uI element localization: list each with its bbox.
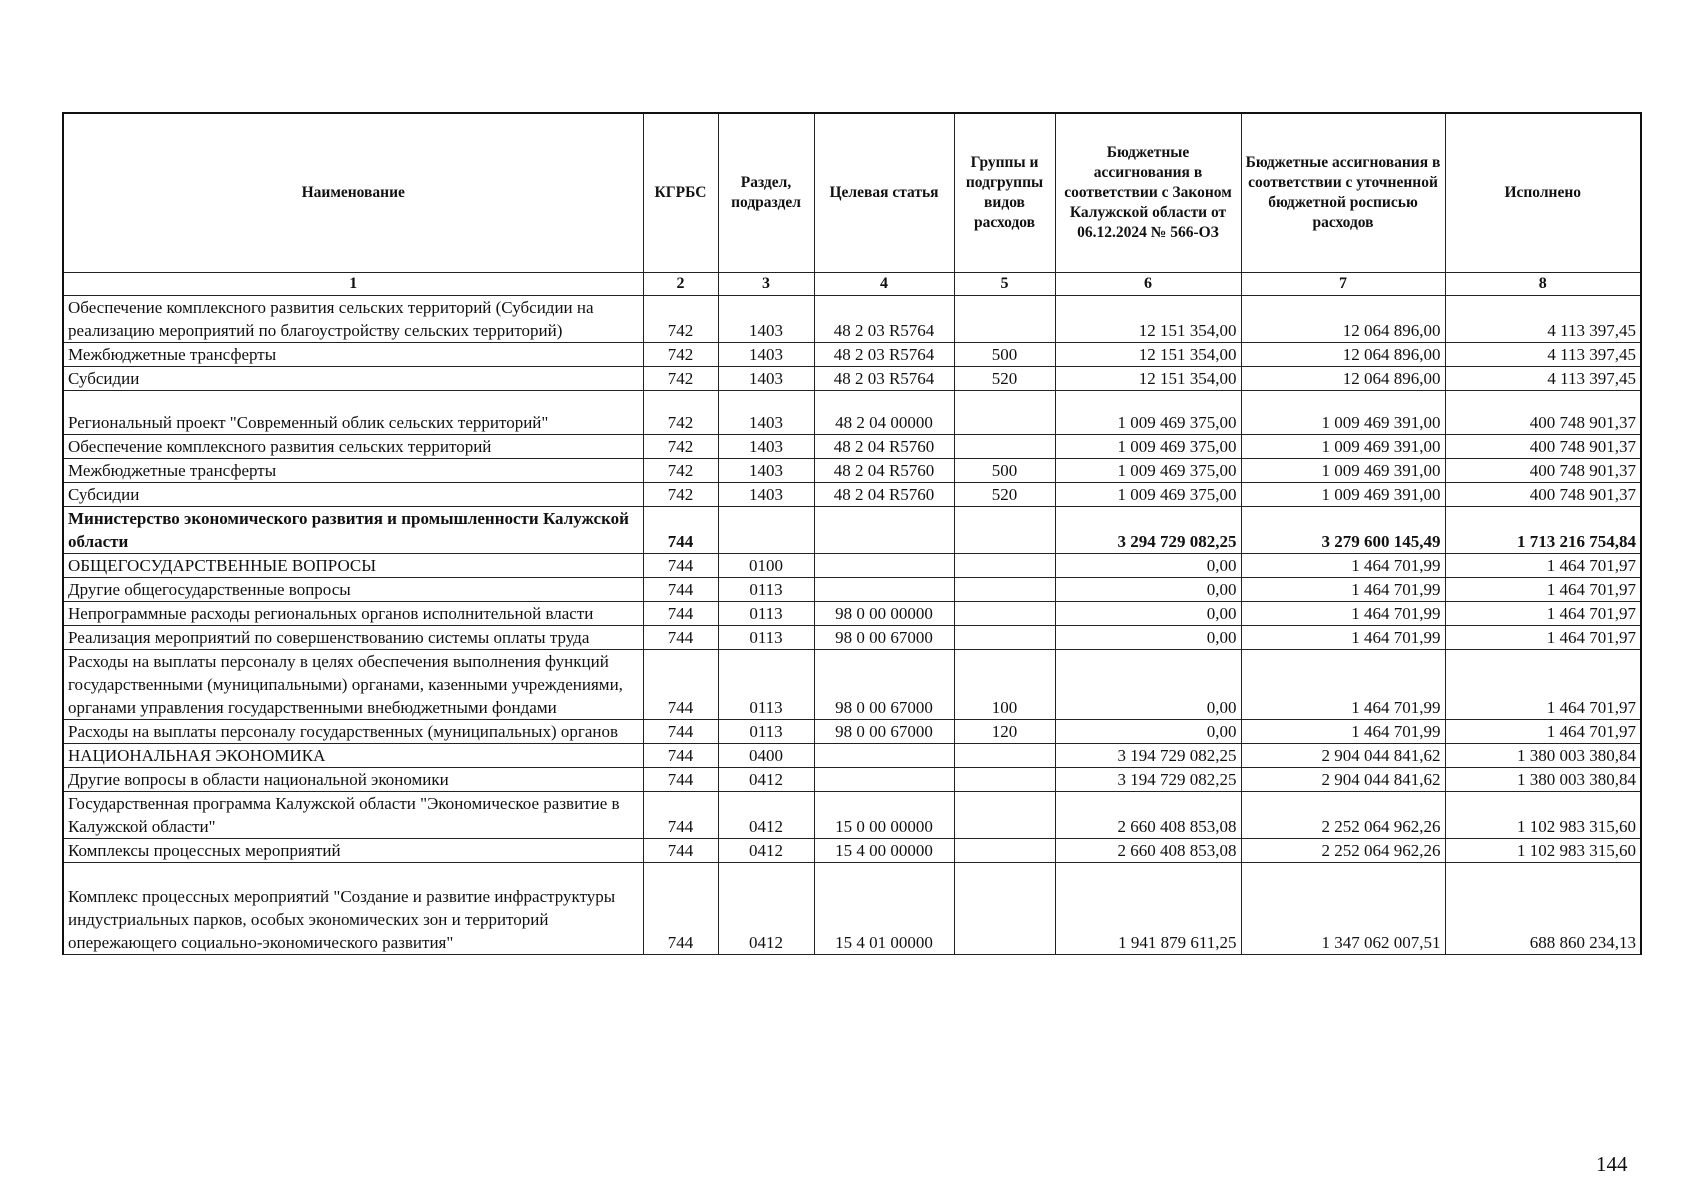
table-row bbox=[63, 343, 1641, 367]
row-section: 1403 bbox=[718, 435, 814, 459]
row-kgrbs: 744 bbox=[643, 744, 718, 768]
row-name: Обеспечение комплексного развития сельских территорий (Субсидии на реализацию мероприятий по благоустройству сельских территорий) bbox=[63, 296, 643, 343]
row-target: 98 0 00 00000 bbox=[814, 602, 954, 626]
column-number: 3 bbox=[718, 273, 814, 296]
row-law-amount: 2 660 408 853,08 bbox=[1055, 839, 1241, 863]
table-row bbox=[63, 296, 1641, 343]
header-law: Бюджетные ассигнования в соответствии с Законом Калужской области от 06.12.2024 № 566-ОЗ bbox=[1055, 113, 1241, 273]
row-group: 520 bbox=[954, 367, 1055, 391]
row-kgrbs: 744 bbox=[643, 863, 718, 955]
row-executed-amount: 400 748 901,37 bbox=[1445, 435, 1641, 459]
header-section: Раздел, подраздел bbox=[718, 113, 814, 273]
row-kgrbs: 742 bbox=[643, 459, 718, 483]
row-kgrbs: 742 bbox=[643, 296, 718, 343]
header-kgrbs: КГРБС bbox=[643, 113, 718, 273]
row-group: 120 bbox=[954, 720, 1055, 744]
row-target bbox=[814, 768, 954, 792]
row-target: 98 0 00 67000 bbox=[814, 720, 954, 744]
row-law-amount: 1 009 469 375,00 bbox=[1055, 483, 1241, 507]
table-row bbox=[63, 768, 1641, 792]
row-name: Министерство экономического развития и промышленности Калужской области bbox=[63, 507, 643, 554]
table-row bbox=[63, 744, 1641, 768]
row-law-amount: 3 194 729 082,25 bbox=[1055, 744, 1241, 768]
row-law-amount: 0,00 bbox=[1055, 578, 1241, 602]
table-row bbox=[63, 626, 1641, 650]
table-row bbox=[63, 554, 1641, 578]
row-group bbox=[954, 296, 1055, 343]
column-number: 1 bbox=[63, 273, 643, 296]
row-refined-amount: 1 464 701,99 bbox=[1241, 578, 1445, 602]
row-refined-amount: 12 064 896,00 bbox=[1241, 367, 1445, 391]
column-number: 5 bbox=[954, 273, 1055, 296]
row-name: Реализация мероприятий по совершенствованию системы оплаты труда bbox=[63, 626, 643, 650]
header-refined: Бюджетные ассигнования в соответствии с уточненной бюджетной росписью расходов bbox=[1241, 113, 1445, 273]
row-refined-amount: 2 252 064 962,26 bbox=[1241, 792, 1445, 839]
row-group bbox=[954, 863, 1055, 955]
column-number-row bbox=[63, 273, 1641, 296]
row-executed-amount: 400 748 901,37 bbox=[1445, 391, 1641, 435]
row-kgrbs: 744 bbox=[643, 650, 718, 720]
row-executed-amount: 400 748 901,37 bbox=[1445, 483, 1641, 507]
row-law-amount: 2 660 408 853,08 bbox=[1055, 792, 1241, 839]
row-law-amount: 3 194 729 082,25 bbox=[1055, 768, 1241, 792]
row-refined-amount: 1 347 062 007,51 bbox=[1241, 863, 1445, 955]
row-group: 500 bbox=[954, 459, 1055, 483]
table-row bbox=[63, 507, 1641, 554]
row-kgrbs: 744 bbox=[643, 602, 718, 626]
row-executed-amount: 1 464 701,97 bbox=[1445, 578, 1641, 602]
row-name: Расходы на выплаты персоналу государственных (муниципальных) органов bbox=[63, 720, 643, 744]
row-executed-amount: 4 113 397,45 bbox=[1445, 367, 1641, 391]
table-row bbox=[63, 483, 1641, 507]
row-refined-amount: 2 252 064 962,26 bbox=[1241, 839, 1445, 863]
row-section: 0113 bbox=[718, 602, 814, 626]
page-number: 144 bbox=[1596, 1152, 1628, 1176]
row-group bbox=[954, 602, 1055, 626]
table-row bbox=[63, 863, 1641, 955]
row-law-amount: 12 151 354,00 bbox=[1055, 367, 1241, 391]
row-section: 1403 bbox=[718, 483, 814, 507]
table-row bbox=[63, 367, 1641, 391]
row-kgrbs: 742 bbox=[643, 483, 718, 507]
row-refined-amount: 1 464 701,99 bbox=[1241, 554, 1445, 578]
row-name: Непрограммные расходы региональных органов исполнительной власти bbox=[63, 602, 643, 626]
row-executed-amount: 1 102 983 315,60 bbox=[1445, 839, 1641, 863]
column-number: 8 bbox=[1445, 273, 1641, 296]
row-target bbox=[814, 554, 954, 578]
row-group bbox=[954, 626, 1055, 650]
row-name: Межбюджетные трансферты bbox=[63, 343, 643, 367]
row-executed-amount: 1 464 701,97 bbox=[1445, 554, 1641, 578]
row-name: Комплекс процессных мероприятий "Создание и развитие инфраструктуры индустриальных парков, особых экономических зон и территорий опережающего социально-экономического развития" bbox=[63, 863, 643, 955]
row-target bbox=[814, 744, 954, 768]
row-law-amount: 1 941 879 611,25 bbox=[1055, 863, 1241, 955]
column-number: 6 bbox=[1055, 273, 1241, 296]
row-kgrbs: 744 bbox=[643, 578, 718, 602]
row-section: 0412 bbox=[718, 839, 814, 863]
row-target: 15 0 00 00000 bbox=[814, 792, 954, 839]
table-row bbox=[63, 578, 1641, 602]
row-section: 0412 bbox=[718, 792, 814, 839]
row-name: Государственная программа Калужской области "Экономическое развитие в Калужской области" bbox=[63, 792, 643, 839]
row-executed-amount: 1 102 983 315,60 bbox=[1445, 792, 1641, 839]
row-group bbox=[954, 839, 1055, 863]
row-name: ОБЩЕГОСУДАРСТВЕННЫЕ ВОПРОСЫ bbox=[63, 554, 643, 578]
column-number: 2 bbox=[643, 273, 718, 296]
table-row bbox=[63, 459, 1641, 483]
row-name: Субсидии bbox=[63, 483, 643, 507]
row-target bbox=[814, 507, 954, 554]
row-executed-amount: 4 113 397,45 bbox=[1445, 343, 1641, 367]
row-group bbox=[954, 768, 1055, 792]
row-executed-amount: 1 713 216 754,84 bbox=[1445, 507, 1641, 554]
row-refined-amount: 1 009 469 391,00 bbox=[1241, 391, 1445, 435]
row-target: 48 2 04 R5760 bbox=[814, 435, 954, 459]
row-name: Субсидии bbox=[63, 367, 643, 391]
header-target: Целевая статья bbox=[814, 113, 954, 273]
row-law-amount: 0,00 bbox=[1055, 554, 1241, 578]
row-kgrbs: 744 bbox=[643, 839, 718, 863]
row-refined-amount: 12 064 896,00 bbox=[1241, 296, 1445, 343]
row-group: 500 bbox=[954, 343, 1055, 367]
table-row bbox=[63, 792, 1641, 839]
row-target: 48 2 03 R5764 bbox=[814, 343, 954, 367]
row-group bbox=[954, 391, 1055, 435]
row-law-amount: 0,00 bbox=[1055, 720, 1241, 744]
table-header-row bbox=[63, 113, 1641, 273]
row-law-amount: 1 009 469 375,00 bbox=[1055, 435, 1241, 459]
row-target: 48 2 04 R5760 bbox=[814, 483, 954, 507]
row-section: 1403 bbox=[718, 343, 814, 367]
row-group: 100 bbox=[954, 650, 1055, 720]
row-kgrbs: 742 bbox=[643, 343, 718, 367]
row-section: 0400 bbox=[718, 744, 814, 768]
row-target: 98 0 00 67000 bbox=[814, 650, 954, 720]
row-target: 15 4 01 00000 bbox=[814, 863, 954, 955]
row-section: 0113 bbox=[718, 578, 814, 602]
row-refined-amount: 2 904 044 841,62 bbox=[1241, 768, 1445, 792]
row-kgrbs: 742 bbox=[643, 391, 718, 435]
row-refined-amount: 2 904 044 841,62 bbox=[1241, 744, 1445, 768]
row-kgrbs: 744 bbox=[643, 626, 718, 650]
row-group bbox=[954, 435, 1055, 459]
row-section: 0412 bbox=[718, 863, 814, 955]
header-name: Наименование bbox=[63, 113, 643, 273]
row-name: Другие общегосударственные вопросы bbox=[63, 578, 643, 602]
row-refined-amount: 3 279 600 145,49 bbox=[1241, 507, 1445, 554]
row-kgrbs: 744 bbox=[643, 768, 718, 792]
row-section: 0113 bbox=[718, 626, 814, 650]
table-row bbox=[63, 391, 1641, 435]
row-name: Расходы на выплаты персоналу в целях обеспечения выполнения функций государственными (муниципальными) органами, казенными учреждениями, органами управления государственными внебюджетными фондами bbox=[63, 650, 643, 720]
row-refined-amount: 1 009 469 391,00 bbox=[1241, 459, 1445, 483]
column-number: 4 bbox=[814, 273, 954, 296]
table-row bbox=[63, 720, 1641, 744]
row-law-amount: 0,00 bbox=[1055, 626, 1241, 650]
row-group: 520 bbox=[954, 483, 1055, 507]
row-kgrbs: 744 bbox=[643, 792, 718, 839]
row-kgrbs: 744 bbox=[643, 720, 718, 744]
row-law-amount: 12 151 354,00 bbox=[1055, 343, 1241, 367]
row-section: 0113 bbox=[718, 650, 814, 720]
row-target: 98 0 00 67000 bbox=[814, 626, 954, 650]
row-name: Межбюджетные трансферты bbox=[63, 459, 643, 483]
row-section: 1403 bbox=[718, 459, 814, 483]
row-section: 0412 bbox=[718, 768, 814, 792]
row-executed-amount: 1 464 701,97 bbox=[1445, 650, 1641, 720]
row-name: Комплексы процессных мероприятий bbox=[63, 839, 643, 863]
row-law-amount: 1 009 469 375,00 bbox=[1055, 391, 1241, 435]
row-executed-amount: 400 748 901,37 bbox=[1445, 459, 1641, 483]
row-executed-amount: 688 860 234,13 bbox=[1445, 863, 1641, 955]
header-executed: Исполнено bbox=[1445, 113, 1641, 273]
table-row bbox=[63, 650, 1641, 720]
row-section: 0100 bbox=[718, 554, 814, 578]
row-group bbox=[954, 507, 1055, 554]
row-target: 48 2 04 R5760 bbox=[814, 459, 954, 483]
row-refined-amount: 1 009 469 391,00 bbox=[1241, 483, 1445, 507]
row-kgrbs: 744 bbox=[643, 554, 718, 578]
row-executed-amount: 1 464 701,97 bbox=[1445, 626, 1641, 650]
row-target: 15 4 00 00000 bbox=[814, 839, 954, 863]
row-executed-amount: 1 380 003 380,84 bbox=[1445, 768, 1641, 792]
row-refined-amount: 1 464 701,99 bbox=[1241, 650, 1445, 720]
row-target: 48 2 03 R5764 bbox=[814, 296, 954, 343]
budget-table bbox=[62, 112, 1642, 955]
row-name: НАЦИОНАЛЬНАЯ ЭКОНОМИКА bbox=[63, 744, 643, 768]
row-section: 1403 bbox=[718, 367, 814, 391]
row-kgrbs: 744 bbox=[643, 507, 718, 554]
row-section: 1403 bbox=[718, 391, 814, 435]
table-row bbox=[63, 839, 1641, 863]
row-refined-amount: 12 064 896,00 bbox=[1241, 343, 1445, 367]
row-executed-amount: 4 113 397,45 bbox=[1445, 296, 1641, 343]
row-target: 48 2 04 00000 bbox=[814, 391, 954, 435]
row-name: Другие вопросы в области национальной экономики bbox=[63, 768, 643, 792]
row-refined-amount: 1 464 701,99 bbox=[1241, 626, 1445, 650]
table-row bbox=[63, 435, 1641, 459]
row-law-amount: 0,00 bbox=[1055, 650, 1241, 720]
row-section: 1403 bbox=[718, 296, 814, 343]
row-name: Обеспечение комплексного развития сельских территорий bbox=[63, 435, 643, 459]
row-name: Региональный проект "Современный облик сельских территорий" bbox=[63, 391, 643, 435]
row-target bbox=[814, 578, 954, 602]
row-executed-amount: 1 380 003 380,84 bbox=[1445, 744, 1641, 768]
row-group bbox=[954, 554, 1055, 578]
row-executed-amount: 1 464 701,97 bbox=[1445, 602, 1641, 626]
table-body bbox=[63, 296, 1641, 955]
row-law-amount: 1 009 469 375,00 bbox=[1055, 459, 1241, 483]
row-kgrbs: 742 bbox=[643, 367, 718, 391]
row-refined-amount: 1 464 701,99 bbox=[1241, 720, 1445, 744]
row-section: 0113 bbox=[718, 720, 814, 744]
row-section bbox=[718, 507, 814, 554]
row-group bbox=[954, 578, 1055, 602]
row-refined-amount: 1 464 701,99 bbox=[1241, 602, 1445, 626]
header-groups: Группы и подгруппы видов расходов bbox=[954, 113, 1055, 273]
table-row bbox=[63, 602, 1641, 626]
row-group bbox=[954, 744, 1055, 768]
row-law-amount: 12 151 354,00 bbox=[1055, 296, 1241, 343]
row-law-amount: 0,00 bbox=[1055, 602, 1241, 626]
column-number: 7 bbox=[1241, 273, 1445, 296]
row-executed-amount: 1 464 701,97 bbox=[1445, 720, 1641, 744]
row-target: 48 2 03 R5764 bbox=[814, 367, 954, 391]
row-group bbox=[954, 792, 1055, 839]
row-kgrbs: 742 bbox=[643, 435, 718, 459]
row-refined-amount: 1 009 469 391,00 bbox=[1241, 435, 1445, 459]
row-law-amount: 3 294 729 082,25 bbox=[1055, 507, 1241, 554]
